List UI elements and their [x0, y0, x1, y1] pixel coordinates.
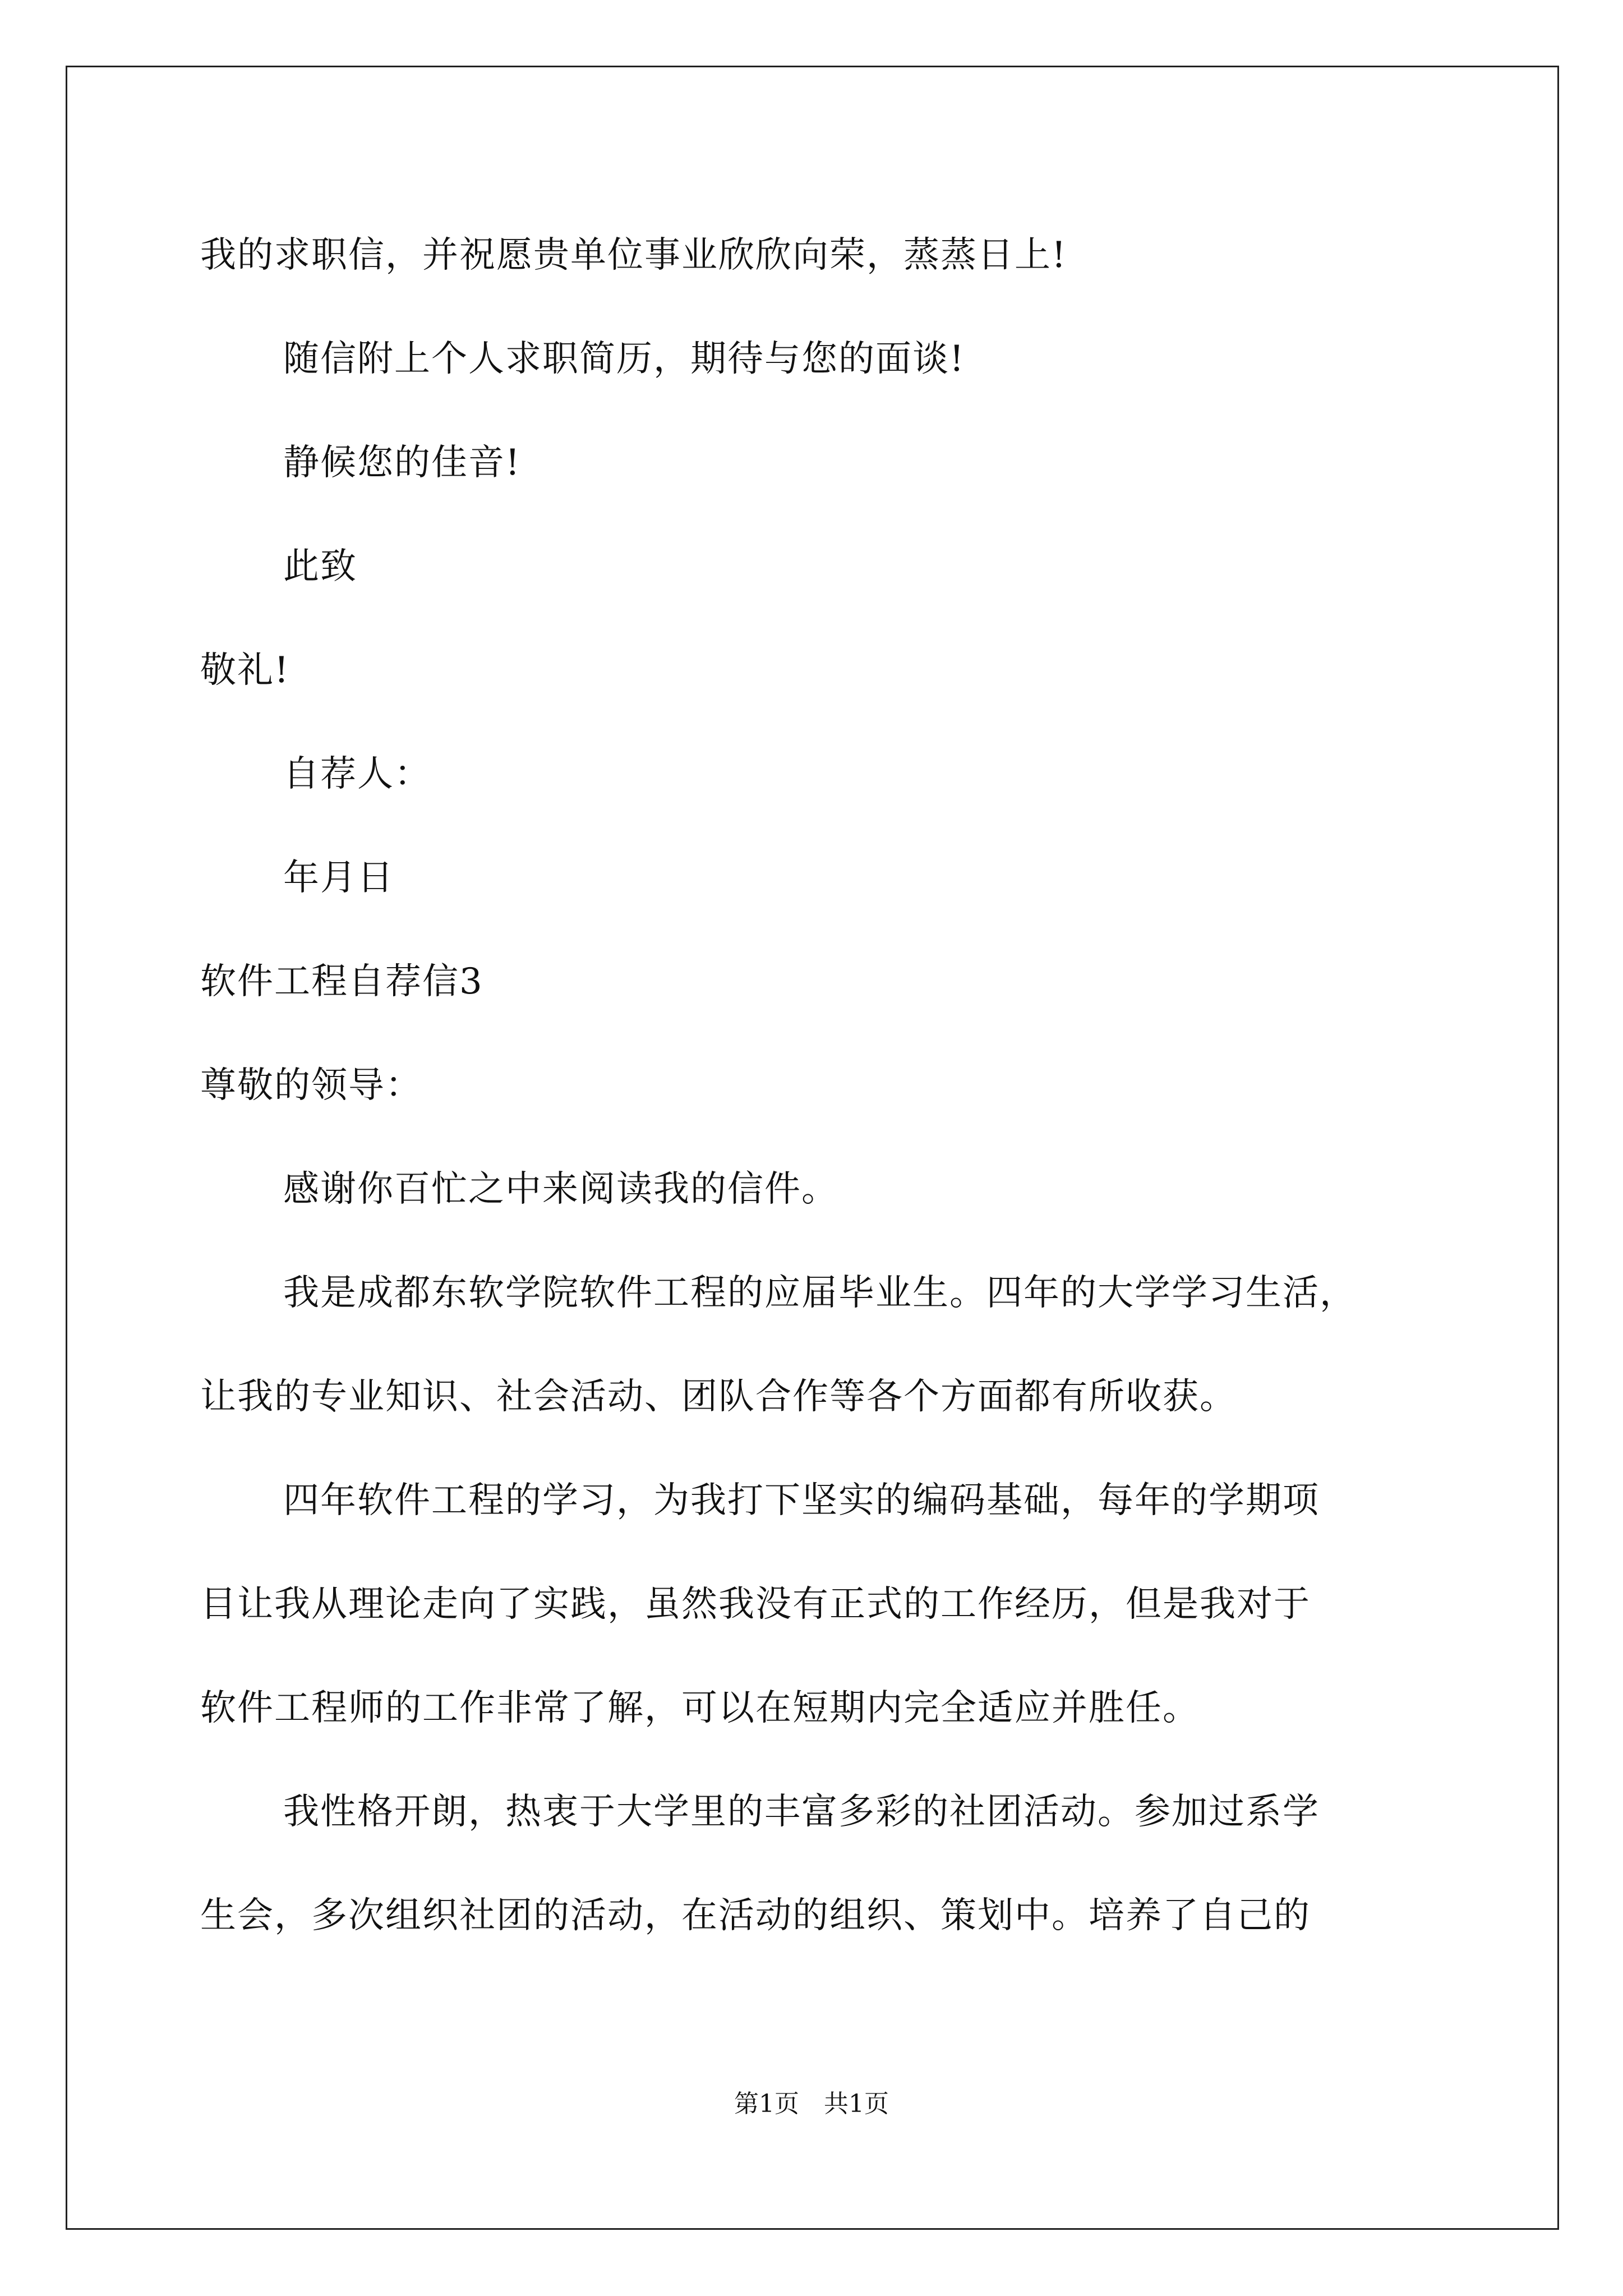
text-line: 软件工程师的工作非常了解，可以在短期内完全适应并胜任。: [200, 1687, 1200, 1729]
text-line: 让我的专业知识、社会活动、团队合作等各个方面都有所收获。: [200, 1376, 1237, 1418]
text-line: 感谢你百忙之中来阅读我的信件。: [283, 1168, 838, 1210]
section-heading: 软件工程自荐信3: [200, 961, 483, 1002]
text-line: 敬礼!: [200, 650, 290, 691]
text-line: 生会，多次组织社团的活动，在活动的组织、策划中。培养了自己的: [200, 1895, 1311, 1936]
text-line: 此致: [283, 546, 357, 587]
page-number-footer: 第1页 共1页: [734, 2090, 889, 2118]
salutation: 尊敬的领导：: [200, 1065, 422, 1106]
text-line: 目让我从理论走向了实践，虽然我没有正式的工作经历，但是我对于: [200, 1584, 1311, 1625]
text-line: 随信附上个人求职简历，期待与您的面谈!: [283, 338, 965, 380]
text-line: 四年软件工程的学习，为我打下坚实的编码基础，每年的学期项: [283, 1480, 1320, 1521]
text-line: 年月日: [283, 857, 394, 899]
text-line: 自荐人：: [283, 753, 431, 795]
text-line: 静候您的佳音!: [283, 442, 521, 484]
text-line: 我是成都东软学院软件工程的应届毕业生。四年的大学学习生活，: [283, 1272, 1357, 1314]
text-line: 我性格开朗，热衷于大学里的丰富多彩的社团活动。参加过系学: [283, 1791, 1320, 1833]
text-line: 我的求职信，并祝愿贵单位事业欣欣向荣，蒸蒸日上!: [200, 234, 1067, 276]
